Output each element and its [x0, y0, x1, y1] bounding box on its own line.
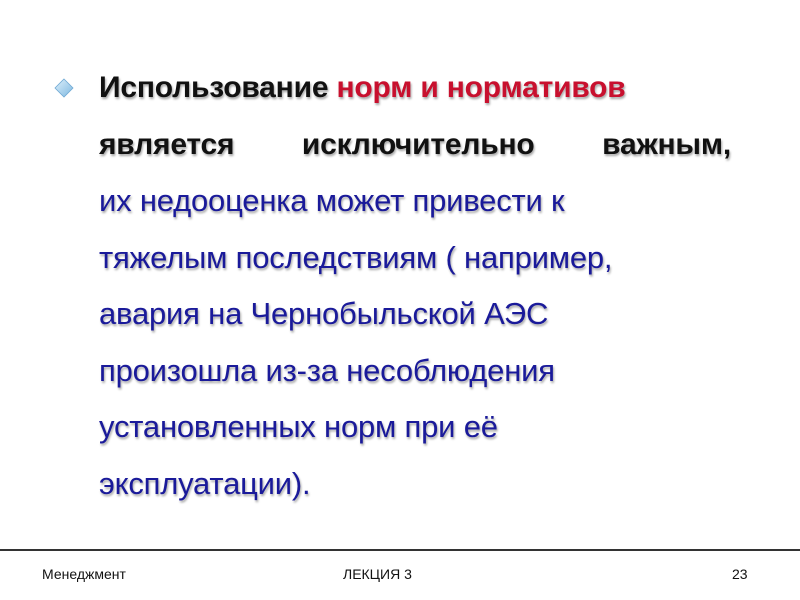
text-line-6: произошла из-за несоблюдения: [99, 352, 555, 388]
text-line-2: [99, 117, 731, 174]
text-highlight: норм и нормативов: [336, 71, 626, 104]
text-line-7: установленных норм при её: [99, 409, 498, 444]
text-line-1: [99, 60, 749, 117]
footer-divider: [0, 549, 800, 551]
footer-course-title: Менеджмент: [42, 566, 126, 582]
text-word: исключительно: [301, 127, 535, 161]
text-plain: Использование: [99, 71, 337, 104]
text-line-4: тяжелым последствиям ( например,: [99, 239, 613, 275]
text-word: является: [99, 127, 235, 161]
text-line-5: авария на Чернобыльской АЭС: [99, 296, 549, 331]
text-word: важным,: [602, 127, 731, 161]
text-line-8: эксплуатации).: [99, 465, 311, 501]
bullet-text: [99, 60, 749, 512]
footer-page-number: 23: [732, 566, 748, 582]
footer-lecture-label: ЛЕКЦИЯ 3: [343, 566, 412, 582]
text-line-3: их недооценка может привести к: [99, 183, 565, 218]
diamond-bullet-icon: [54, 78, 74, 98]
